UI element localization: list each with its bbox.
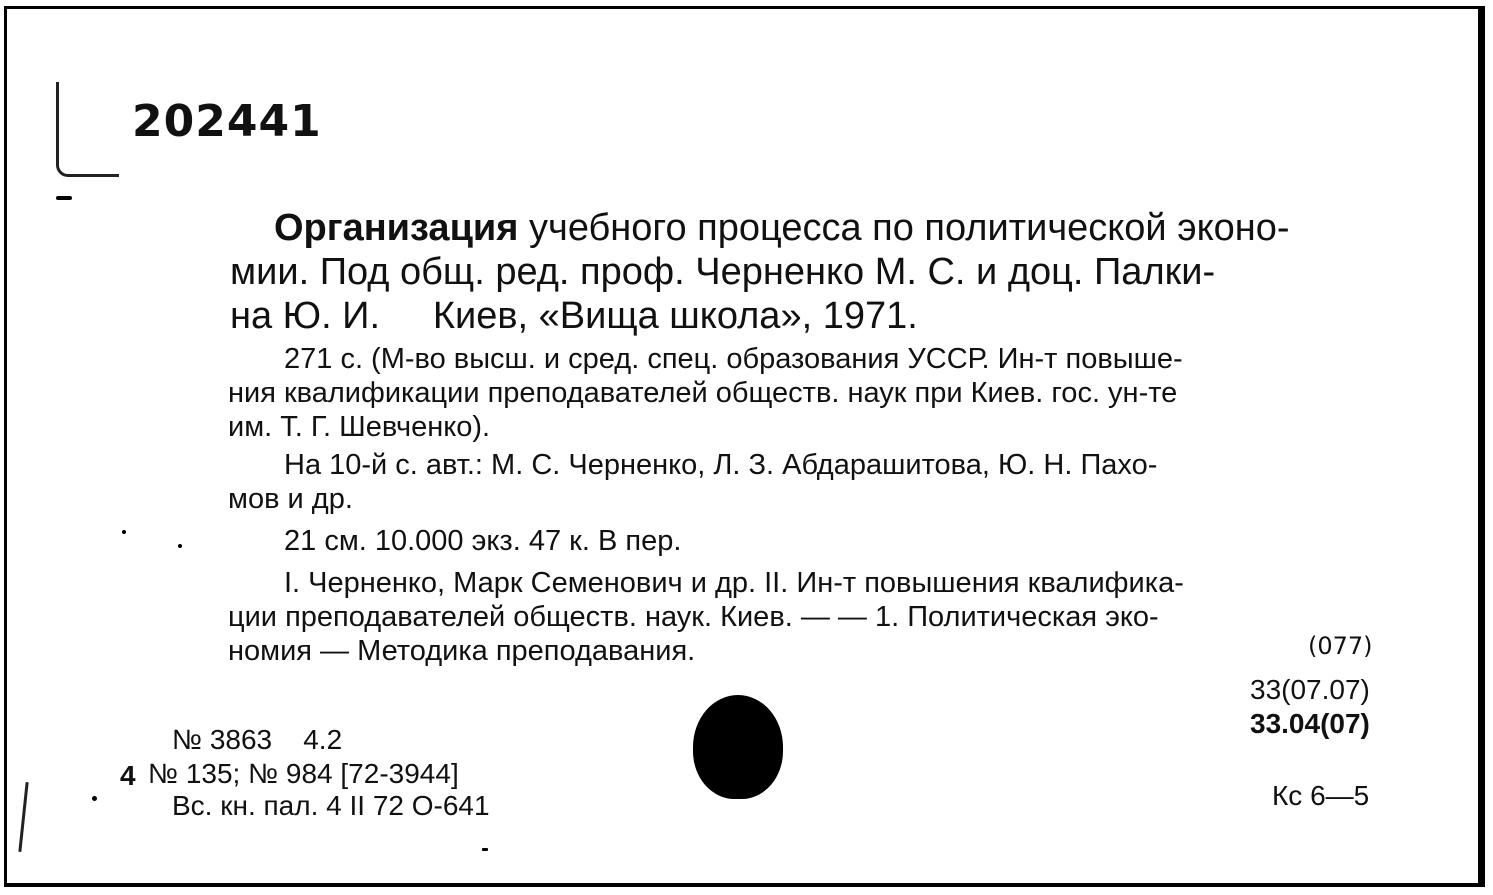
library-stamp-mark <box>56 82 119 177</box>
authors-line-2: мов и др. <box>228 483 353 515</box>
description-line-3: им. Т. Г. Шевченко). <box>228 411 491 443</box>
ink-speck <box>92 796 97 801</box>
index-line-2: ции преподавателей обществ. наук. Киев. — — 1. Политическая эко- <box>228 601 1159 633</box>
registration-prefix: 4 <box>120 760 136 791</box>
registration-line-1: № 3863 4.2 <box>172 724 343 755</box>
ink-speck <box>482 848 488 851</box>
description-block <box>228 342 1183 444</box>
handwritten-classification: (077) <box>1308 632 1373 660</box>
index-block <box>228 566 1184 668</box>
description-line-2: ния квалификации преподавателей обществ. наук при Киев. гос. ун-те <box>228 377 1178 409</box>
title-line-1: Организация учебного процесса по политической эконо- <box>274 207 1290 249</box>
index-line-1: I. Черненко, Марк Семенович и др. II. Ин-т повышения квалифика- <box>284 567 1184 599</box>
classification-code-2: 33.04(07) <box>1250 708 1370 739</box>
ink-speck <box>56 196 72 200</box>
authors-line-1: На 10-й с. авт.: М. С. Черненко, Л. З. Абдарашитова, Ю. Н. Пахо- <box>284 449 1158 481</box>
title-line-2: мии. Под общ. ред. проф. Черненко М. С. и доц. Палки- <box>230 251 1216 293</box>
title-block <box>230 206 1290 338</box>
registration-line-2: № 135; № 984 [72-3944] <box>148 758 459 789</box>
classification-code-1: 33(07.07) <box>1250 674 1370 705</box>
ink-speck <box>178 544 182 548</box>
ink-speck <box>122 530 126 534</box>
index-line-3: номия — Методика преподавания. <box>228 635 696 667</box>
description-line-1: 271 с. (М-во высш. и сред. спец. образования УССР. Ин-т повыше- <box>284 343 1183 375</box>
title-line-3: на Ю. И. Киев, «Вища школа», 1971. <box>230 295 918 337</box>
card-punch-hole <box>693 695 783 799</box>
handwritten-catalog-number: 202441 <box>132 96 322 147</box>
classification-code-3: Кс 6—5 <box>1272 780 1370 811</box>
authors-block <box>228 448 1157 516</box>
registration-line-3: Вс. кн. пал. 4 II 72 О-641 <box>172 790 490 821</box>
format-line: 21 см. 10.000 экз. 47 к. В пер. <box>284 525 682 557</box>
